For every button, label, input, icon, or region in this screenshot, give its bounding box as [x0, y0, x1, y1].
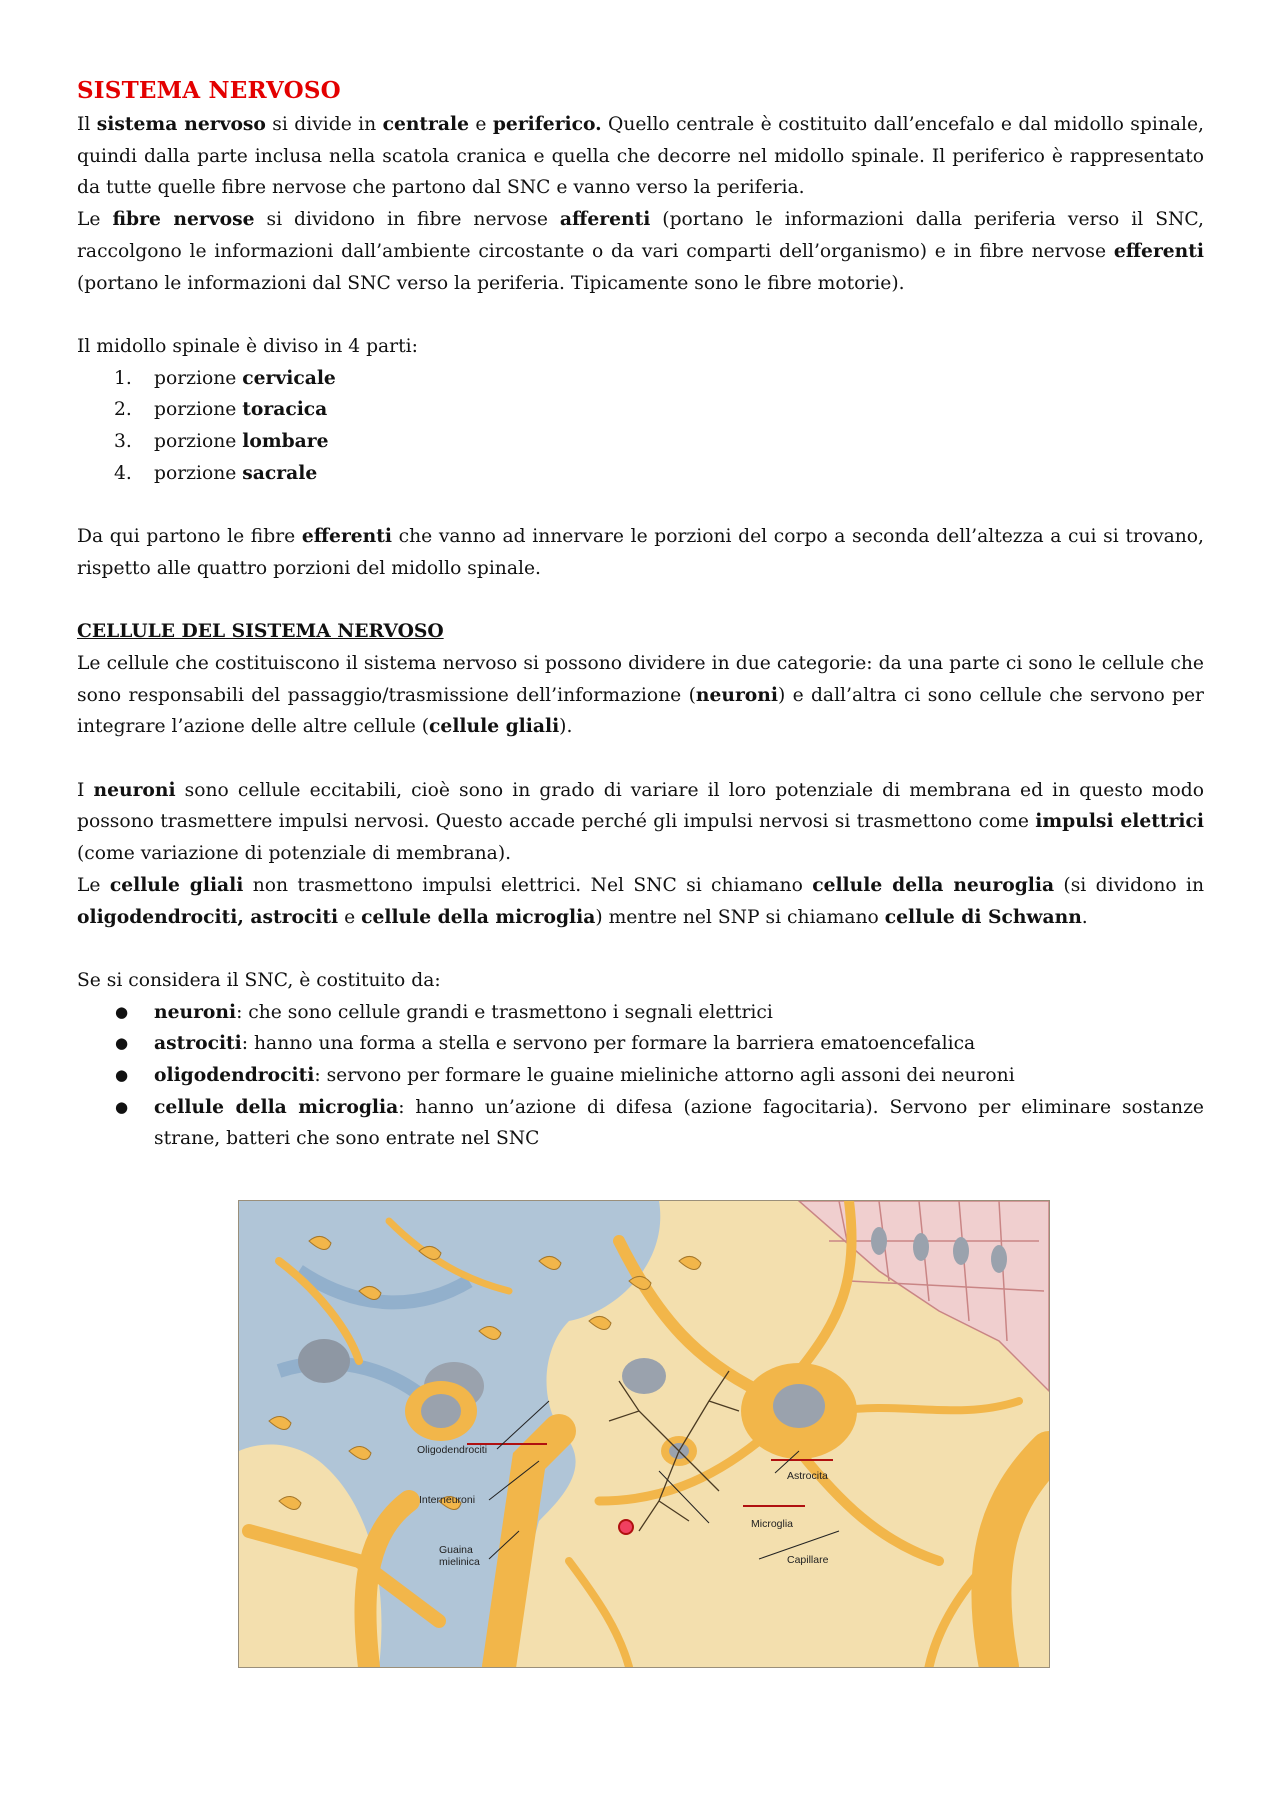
text-run: porzione	[154, 399, 243, 421]
page-title: SISTEMA NERVOSO	[77, 77, 341, 104]
text-run: (come variazione di potenziale di membrana).	[77, 843, 512, 865]
text-run: .	[1081, 906, 1088, 928]
text-run: : hanno un’azione di difesa (azione fagocitaria). Servono per eliminare sostanze strane, batteri che sono entrate nel SNC	[154, 1096, 1204, 1150]
text-run: non trasmettono impulsi elettrici. Nel SNC si chiamano	[243, 874, 813, 896]
text-run: si divide in	[265, 114, 383, 135]
intro-paragraph-2	[77, 204, 1204, 299]
spinal-after-paragraph	[77, 521, 1204, 584]
bold-term: oligodendrociti	[154, 1064, 315, 1087]
list-text	[154, 426, 329, 458]
text-run: e	[469, 114, 493, 135]
spinal-part-item	[77, 426, 1204, 458]
cells-paragraph-2	[77, 775, 1204, 870]
snc-component-item	[77, 1092, 1204, 1155]
text-run: (portano le informazioni dalla periferia verso il SNC, raccolgono le informazioni dall’ambiente circostante o da vari comparti dell’organismo) e in fibre nervose	[77, 209, 1204, 262]
text-run: Le cellule che costituiscono il sistema nervoso si possono dividere in due categorie: da una parte ci sono le cellule che sono responsabili del passaggio/trasmissione dell’informazione (	[77, 652, 1204, 706]
bold-term: efferenti	[1113, 239, 1204, 262]
label-astrocita: Astrocita	[787, 1470, 828, 1482]
cells-paragraph-3	[77, 870, 1204, 933]
list-text	[154, 363, 336, 395]
spinal-part-item	[77, 394, 1204, 426]
text-run: : servono per formare le guaine mieliniche attorno agli assoni dei neuroni	[314, 1065, 1015, 1087]
text-run: porzione	[154, 462, 243, 484]
text-run: porzione	[154, 367, 243, 389]
text-run: Le	[77, 874, 110, 896]
text-run: Quello centrale è costituito dall’encefalo e dal midollo spinale, quindi dalla parte inclusa nella scatola cranica e quella che decorre nel midollo spinale. Il periferico è rappresentato da tutte quelle fibre nervose che partono dal SNC e vanno verso la periferia.	[77, 114, 1204, 199]
label-oligodendrociti: Oligodendrociti	[417, 1444, 488, 1456]
annotation-dot	[619, 1520, 633, 1534]
text-run: (si dividono in	[1054, 874, 1204, 896]
text-run: porzione	[154, 431, 243, 453]
bold-term: cellule della microglia	[154, 1095, 399, 1118]
spinal-part-item	[77, 458, 1204, 490]
bold-term: cellule della microglia	[361, 905, 596, 928]
bold-term: efferenti	[301, 525, 392, 548]
bullet-icon: ●	[115, 1097, 129, 1116]
bullet-icon: ●	[115, 1034, 129, 1053]
bold-term: neuroni	[93, 778, 176, 801]
text-run: ) e dall’altra ci sono cellule che servono per integrare l’azione delle altre cellule (	[77, 684, 1204, 738]
text-run: che vanno ad innervare le porzioni del corpo a seconda dell’altezza a cui si trovano, rispetto alle quattro porzioni del midollo spinale.	[77, 526, 1204, 579]
snc-component-item	[77, 997, 1204, 1029]
list-number: 4.	[114, 462, 132, 484]
text-run: Le	[77, 209, 113, 231]
bold-term: cervicale	[242, 366, 336, 389]
bold-term: periferico.	[492, 113, 602, 135]
bold-term: neuroni	[695, 683, 778, 706]
bold-term: lombare	[242, 430, 329, 453]
section-title-cells: CELLULE DEL SISTEMA NERVOSO	[77, 620, 444, 643]
bold-term: impulsi elettrici	[1035, 810, 1204, 833]
text-run: I	[77, 779, 94, 801]
illustration-svg	[239, 1201, 1049, 1667]
snc-component-item	[77, 1028, 1204, 1060]
intro-paragraph-1	[77, 109, 1204, 204]
text-run: Da qui partono le fibre	[77, 526, 302, 548]
bold-term: cellule della neuroglia	[812, 873, 1055, 896]
bold-term: centrale	[382, 113, 469, 135]
text-run: sono cellule eccitabili, cioè sono in grado di variare il loro potenziale di membrana ed in questo modo possono trasmettere impulsi nervosi. Questo accade perché gli impulsi nervosi si trasmettono come	[77, 779, 1204, 833]
label-capillare: Capillare	[787, 1554, 829, 1566]
label-guaina-line2: mielinica	[439, 1556, 480, 1568]
bullet-icon: ●	[115, 1066, 129, 1085]
bold-term: afferenti	[559, 208, 651, 231]
list-text	[154, 394, 327, 426]
cells-paragraph-1	[77, 648, 1204, 743]
bold-term: fibre nervose	[112, 208, 255, 231]
snc-component-item	[77, 1060, 1204, 1092]
text-run: e	[338, 906, 362, 928]
text-run: ) mentre nel SNP si chiamano	[595, 906, 885, 928]
bold-term: neuroni	[154, 1000, 237, 1023]
bullet-icon: ●	[115, 1002, 129, 1021]
list-number: 2.	[114, 399, 132, 421]
text-run: : che sono cellule grandi e trasmettono i segnali elettrici	[236, 1001, 773, 1023]
spinal-part-item	[77, 363, 1204, 395]
bold-term: cellule gliali	[429, 715, 560, 738]
text-run: ).	[559, 716, 573, 738]
label-guaina-line1: Guaina	[439, 1544, 473, 1556]
bold-term: toracica	[242, 398, 328, 421]
label-microglia: Microglia	[751, 1518, 794, 1530]
bold-term: astrociti	[154, 1032, 242, 1055]
bold-term: sistema nervoso	[96, 113, 266, 135]
bold-term: cellule di Schwann	[884, 905, 1082, 928]
bold-term: oligodendrociti, astrociti	[77, 905, 339, 928]
text-run: Il	[77, 114, 97, 135]
list-number: 1.	[114, 367, 132, 389]
snc-bullet-list	[77, 997, 1204, 1156]
spinal-parts-list	[77, 363, 1204, 490]
label-interneuroni: Interneuroni	[419, 1494, 476, 1506]
neural-tissue-illustration	[238, 1200, 1050, 1668]
bold-term: cellule gliali	[109, 873, 244, 896]
text-run: (portano le informazioni dal SNC verso la periferia. Tipicamente sono le fibre motorie).	[77, 272, 905, 294]
snc-lead: Se si considera il SNC, è costituito da:	[77, 969, 441, 991]
spinal-lead: Il midollo spinale è diviso in 4 parti:	[77, 335, 418, 357]
list-number: 3.	[114, 431, 132, 453]
bold-term: sacrale	[242, 461, 318, 484]
text-run: : hanno una forma a stella e servono per formare la barriera ematoencefalica	[241, 1033, 976, 1055]
list-text	[154, 458, 317, 490]
text-run: si dividono in fibre nervose	[254, 209, 560, 231]
